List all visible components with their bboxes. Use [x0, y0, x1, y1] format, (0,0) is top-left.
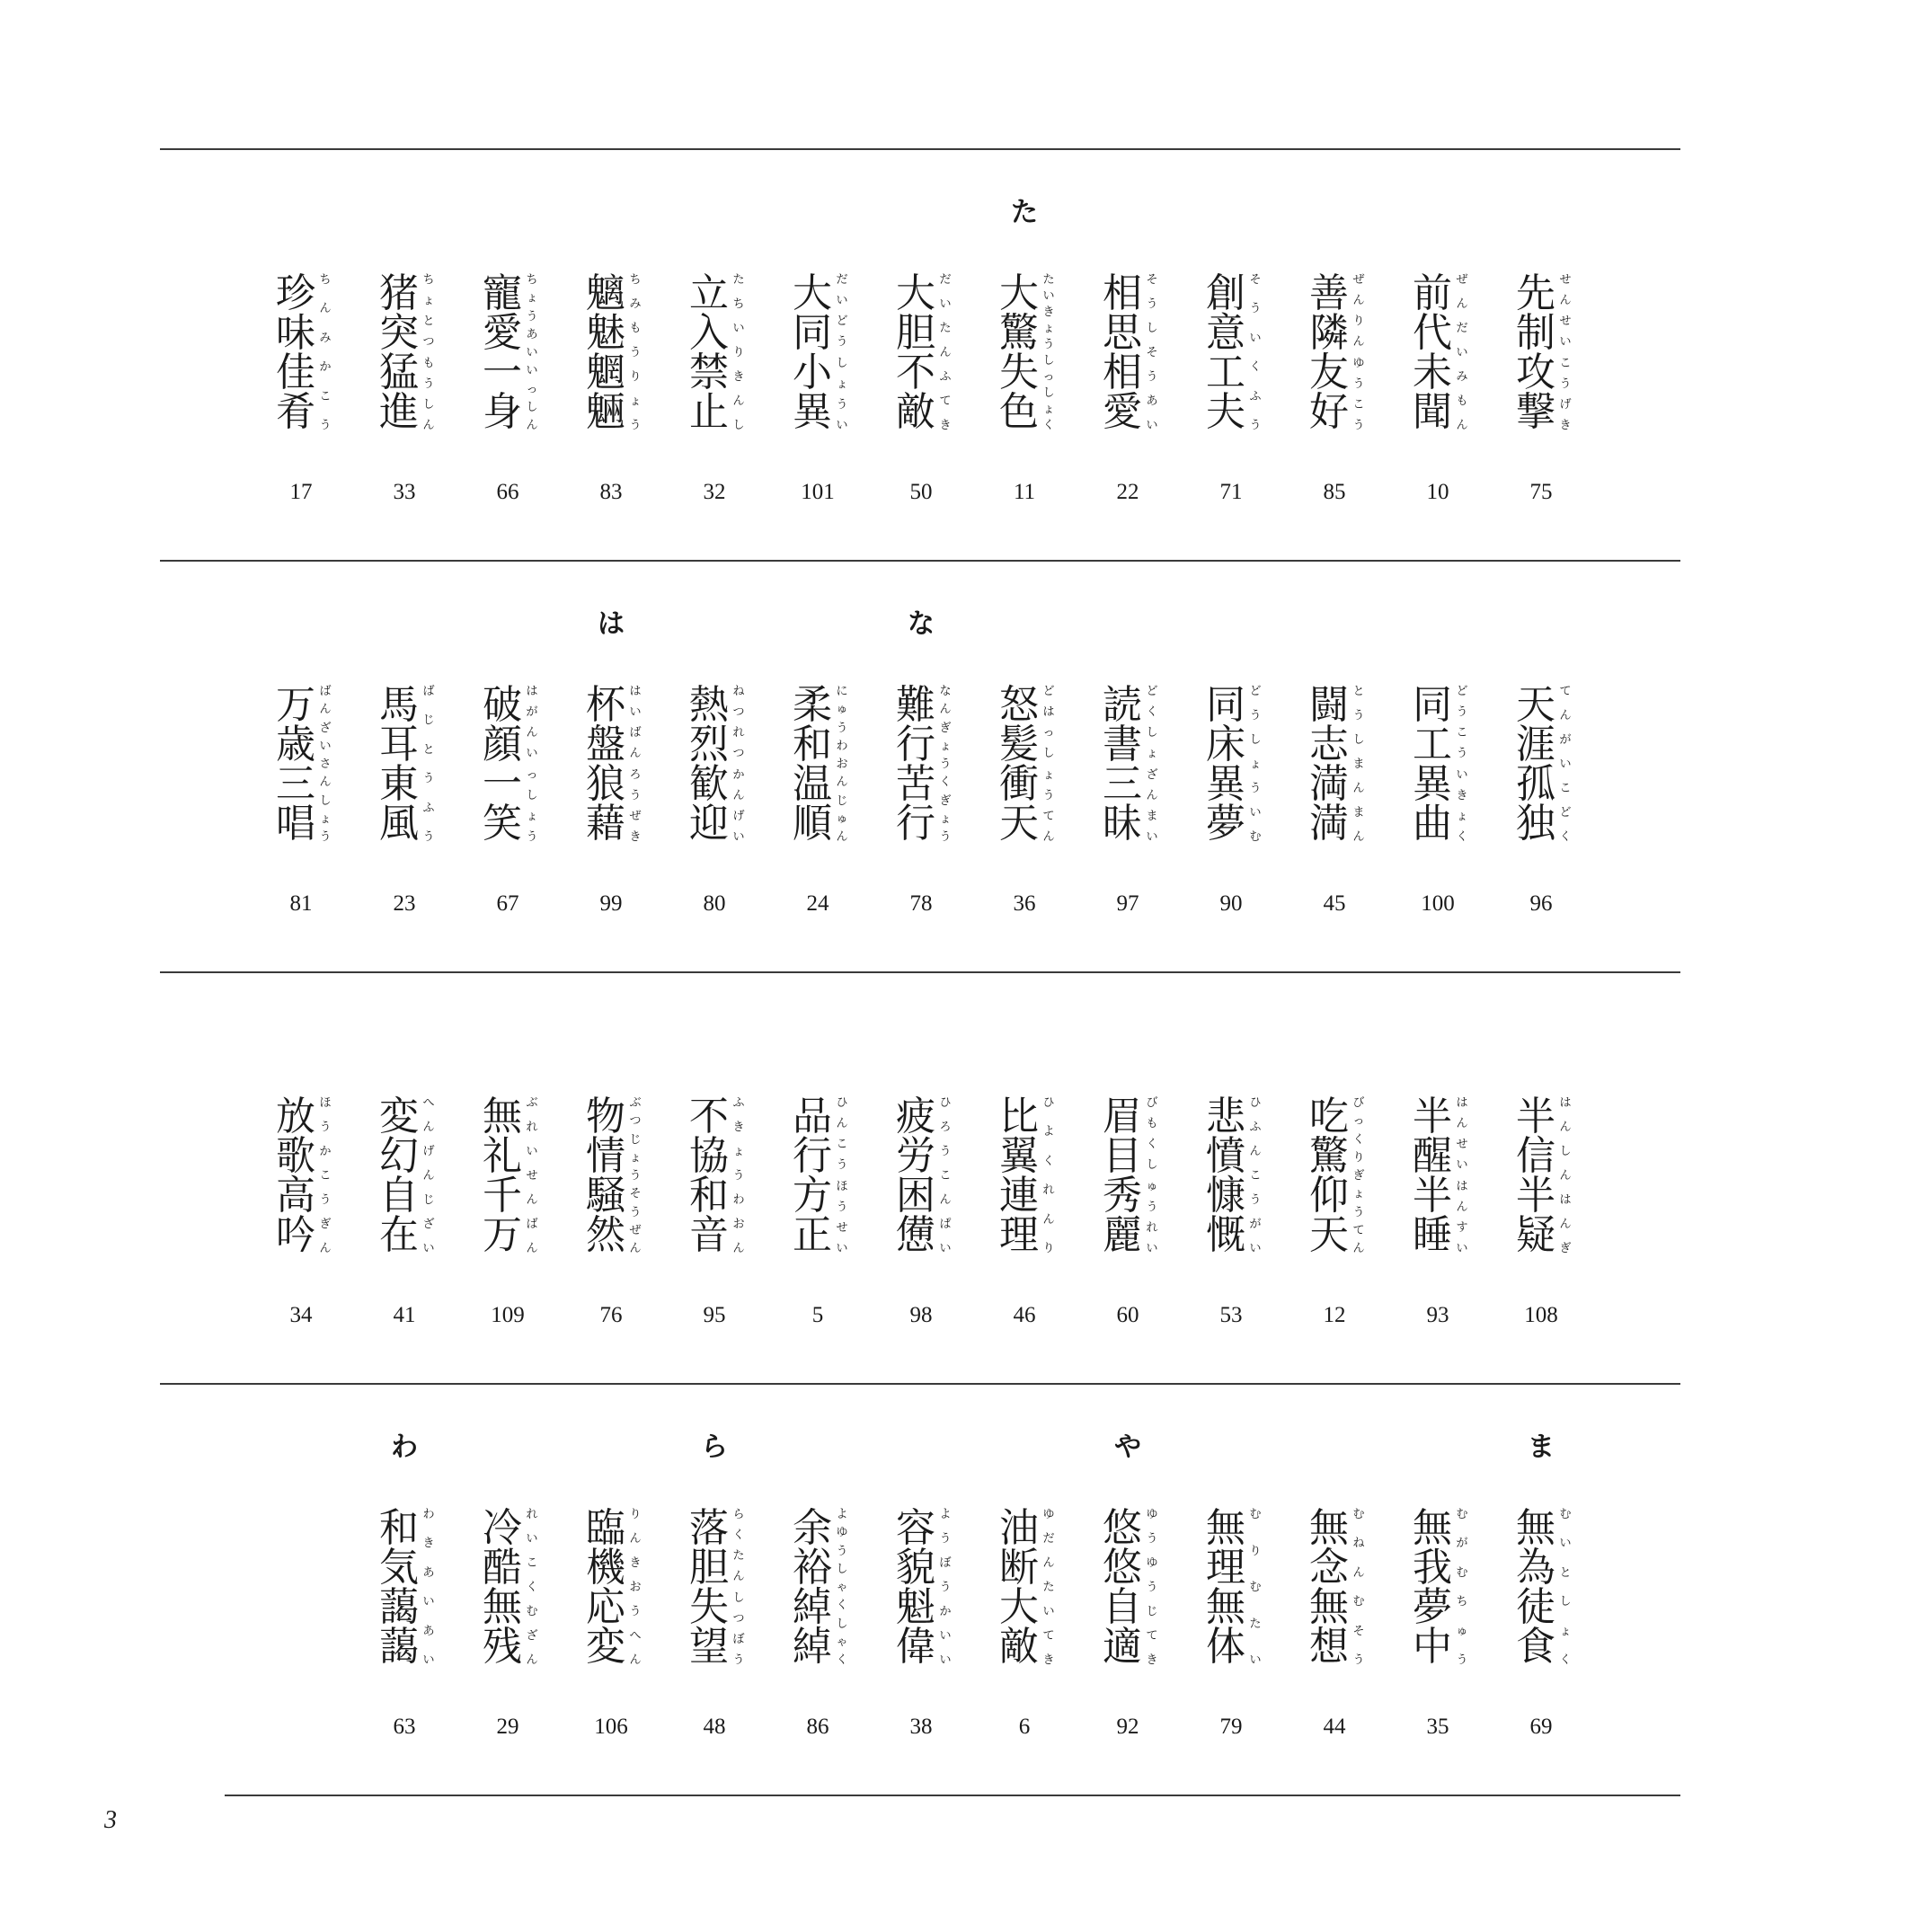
idiom-word: 熱烈歓迎	[689, 682, 729, 846]
furigana-reading: ね つ れ つ か ん げ い	[732, 685, 745, 844]
idiom-entry	[876, 682, 966, 919]
idiom-word: 大胆不敵	[896, 270, 935, 435]
page-reference-number: 96	[1529, 891, 1553, 916]
furigana-reading: ひ ん こ う ほ う せ い	[836, 1096, 848, 1255]
divider-line	[160, 1383, 1680, 1385]
idiom-entry	[463, 270, 553, 508]
page-reference-number: 22	[1116, 480, 1139, 504]
idiom-word: 油断大敵	[999, 1505, 1039, 1670]
idiom-word: 怒髪衝天	[999, 682, 1039, 846]
idiom-entry	[669, 270, 759, 508]
idiom-word: 容貌魁偉	[896, 1505, 935, 1670]
page-reference-number: 50	[909, 480, 933, 504]
section-kana-heading: や	[1114, 1431, 1141, 1463]
furigana-reading: せ ん せ い こ う げ き	[1559, 273, 1572, 432]
page-reference-number: 44	[1323, 1715, 1346, 1739]
idiom-word: 落胆失望	[689, 1505, 729, 1670]
page-reference-number: 66	[496, 480, 519, 504]
furigana-reading: と う し ま ん ま ん	[1352, 685, 1365, 844]
idiom-entry	[876, 1505, 966, 1742]
idiom-word: 品行方正	[793, 1094, 832, 1258]
divider-line	[160, 560, 1680, 562]
page-reference-number: 95	[703, 1303, 726, 1327]
idiom-entry	[1393, 1094, 1483, 1331]
furigana-reading: た ち い り き ん し	[732, 273, 745, 432]
page-number: 3	[104, 1806, 117, 1834]
idiom-word: 悠悠自適	[1103, 1505, 1142, 1670]
furigana-reading: な ん ぎ ょ う く ぎ ょ う	[939, 685, 952, 844]
section-kana-heading: ら	[701, 1431, 728, 1463]
idiom-word: 和気藹藹	[379, 1505, 419, 1670]
idiom-entry	[1083, 682, 1173, 919]
page-reference-number: 78	[909, 891, 933, 916]
furigana-reading: ど う し ょ う い む	[1249, 685, 1262, 844]
idiom-word: 放歌高吟	[276, 1094, 315, 1258]
idiom-word: 創意工夫	[1206, 270, 1245, 435]
page-reference-number: 93	[1426, 1303, 1449, 1327]
idiom-entry	[979, 270, 1069, 508]
furigana-reading: ぜ ん だ い み も ん	[1456, 273, 1468, 432]
idiom-entry	[773, 682, 863, 919]
page-reference-number: 81	[289, 891, 313, 916]
idiom-entry	[669, 1505, 759, 1742]
idiom-entry	[1289, 682, 1379, 919]
idiom-word: 物情騒然	[586, 1094, 625, 1258]
furigana-reading: て ん が い こ ど く	[1559, 685, 1572, 844]
furigana-reading: だ い た ん ふ て き	[939, 273, 952, 432]
idiom-entry	[876, 270, 966, 508]
furigana-reading: ど く し ょ ざ ん ま い	[1146, 685, 1158, 844]
divider-line	[160, 148, 1680, 150]
idiom-word: 大驚失色	[999, 270, 1039, 435]
idiom-entry	[1393, 682, 1483, 919]
idiom-word: 寵愛一身	[483, 270, 522, 435]
idiom-entry	[1289, 1505, 1379, 1742]
page-reference-number: 11	[1013, 480, 1036, 504]
furigana-reading: ぶ れ い せ ん ば ん	[526, 1096, 538, 1255]
idiom-entry	[566, 1505, 656, 1742]
page-reference-number: 85	[1323, 480, 1346, 504]
page-reference-number: 5	[811, 1303, 824, 1327]
furigana-reading: わ き あ い あ い	[422, 1508, 435, 1667]
idiom-word: 柔和温順	[793, 682, 832, 846]
page-reference-number: 34	[289, 1303, 313, 1327]
furigana-reading: は い ば ん ろ う ぜ き	[629, 685, 642, 844]
furigana-reading: ち ょ と つ も う し ん	[422, 273, 435, 432]
idiom-entry	[669, 682, 759, 919]
furigana-reading: ひ よ く れ ん り	[1042, 1096, 1055, 1255]
page-reference-number: 76	[599, 1303, 623, 1327]
page-reference-number: 109	[491, 1303, 525, 1327]
idiom-word: 難行苦行	[896, 682, 935, 846]
idiom-entry	[1186, 270, 1276, 508]
idiom-entry	[669, 1094, 759, 1331]
furigana-reading: り ん き お う へ ん	[629, 1508, 642, 1667]
idiom-word: 同工異曲	[1413, 682, 1452, 846]
idiom-word: 臨機応変	[586, 1505, 625, 1670]
furigana-reading: む い と し ょ く	[1559, 1508, 1572, 1667]
idiom-entry	[773, 270, 863, 508]
idiom-word: 半信半疑	[1516, 1094, 1555, 1258]
idiom-word: 破顔一笑	[483, 682, 522, 846]
idiom-entry	[1083, 1094, 1173, 1331]
idiom-entry	[876, 1094, 966, 1331]
page-reference-number: 33	[393, 480, 416, 504]
furigana-reading: ひ ふ ん こ う が い	[1249, 1096, 1262, 1255]
page-reference-number: 100	[1421, 891, 1455, 916]
furigana-reading: ど う こ う い き ょ く	[1456, 685, 1468, 844]
page-reference-number: 106	[594, 1715, 628, 1739]
idiom-word: 杯盤狼藉	[586, 682, 625, 846]
page-reference-number: 71	[1219, 480, 1243, 504]
idiom-word: 半醒半睡	[1413, 1094, 1452, 1258]
idiom-entry	[359, 682, 449, 919]
furigana-reading: ば じ と う ふ う	[422, 685, 435, 844]
page-reference-number: 35	[1426, 1715, 1449, 1739]
idiom-word: 珍味佳肴	[276, 270, 315, 435]
idiom-word: 無為徒食	[1516, 1505, 1555, 1670]
idiom-entry	[1186, 682, 1276, 919]
idiom-word: 余裕綽綽	[793, 1505, 832, 1670]
furigana-reading: ふ き ょ う わ お ん	[732, 1096, 745, 1255]
page-reference-number: 101	[801, 480, 835, 504]
page-reference-number: 46	[1013, 1303, 1036, 1327]
idiom-entry	[979, 1094, 1069, 1331]
idiom-entry	[359, 1505, 449, 1742]
idiom-entry	[463, 1094, 553, 1331]
furigana-reading: へ ん げ ん じ ざ い	[422, 1096, 435, 1255]
idiom-entry	[1496, 270, 1586, 508]
furigana-reading: ゆ う ゆ う じ て き	[1146, 1508, 1158, 1667]
page-reference-number: 60	[1116, 1303, 1139, 1327]
furigana-reading: び っ く り ぎ ょ う て ん	[1352, 1096, 1365, 1255]
furigana-reading: は が ん い っ し ょ う	[526, 685, 538, 844]
idiom-entry	[359, 1094, 449, 1331]
page-reference-number: 32	[703, 480, 726, 504]
idiom-word: 不協和音	[689, 1094, 729, 1258]
page-reference-number: 75	[1529, 480, 1553, 504]
page-reference-number: 24	[806, 891, 829, 916]
idiom-word: 無礼千万	[483, 1094, 522, 1258]
furigana-reading: む り む た い	[1249, 1508, 1262, 1667]
idiom-entry	[463, 1505, 553, 1742]
idiom-entry	[1083, 1505, 1173, 1742]
idiom-word: 無理無体	[1206, 1505, 1245, 1670]
idiom-word: 吃驚仰天	[1309, 1094, 1349, 1258]
idiom-entry	[1393, 1505, 1483, 1742]
page-reference-number: 67	[496, 891, 519, 916]
idiom-entry	[1496, 1505, 1586, 1742]
furigana-reading: ほ う か こ う ぎ ん	[319, 1096, 332, 1255]
page-reference-number: 80	[703, 891, 726, 916]
idiom-word: 冷酷無残	[483, 1505, 522, 1670]
idiom-entry	[566, 1094, 656, 1331]
furigana-reading: ど は っ し ょ う て ん	[1042, 685, 1055, 844]
furigana-reading: む が む ち ゅ う	[1456, 1508, 1468, 1667]
idiom-entry	[773, 1094, 863, 1331]
furigana-reading: ゆ だ ん た い て き	[1042, 1508, 1055, 1667]
furigana-reading: ぶ つ じ ょ う そ う ぜ ん	[629, 1096, 642, 1255]
idiom-entry	[566, 682, 656, 919]
page-reference-number: 36	[1013, 891, 1036, 916]
section-kana-heading: な	[908, 608, 935, 640]
furigana-reading: だ い ど う し ょ う い	[836, 273, 848, 432]
idiom-word: 眉目秀麗	[1103, 1094, 1142, 1258]
idiom-entry	[1083, 270, 1173, 508]
furigana-reading: ち ん み か こ う	[319, 273, 332, 432]
idiom-word: 比翼連理	[999, 1094, 1039, 1258]
furigana-reading: ち ょ う あ い い っ し ん	[526, 273, 538, 432]
page-reference-number: 48	[703, 1715, 726, 1739]
idiom-word: 同床異夢	[1206, 682, 1245, 846]
furigana-reading: に ゅ う わ お ん じ ゅ ん	[836, 685, 848, 844]
idiom-word: 疲労困憊	[896, 1094, 935, 1258]
page-reference-number: 79	[1219, 1715, 1243, 1739]
furigana-reading: ら く た ん し つ ぼ う	[732, 1508, 745, 1667]
idiom-entry	[256, 1094, 346, 1331]
section-kana-heading: ま	[1528, 1431, 1555, 1463]
furigana-reading: は ん せ い は ん す い	[1456, 1096, 1468, 1255]
furigana-reading: ち み も う り ょ う	[629, 273, 642, 432]
page-reference-number: 97	[1116, 891, 1139, 916]
furigana-reading: む ね ん む そ う	[1352, 1508, 1365, 1667]
page-reference-number: 69	[1529, 1715, 1553, 1739]
furigana-reading: は ん し ん は ん ぎ	[1559, 1096, 1572, 1255]
page-reference-number: 41	[393, 1303, 416, 1327]
furigana-reading: ぜ ん り ん ゆ う こ う	[1352, 273, 1365, 432]
idiom-entry	[1289, 270, 1379, 508]
idiom-entry	[1186, 1505, 1276, 1742]
idiom-entry	[256, 270, 346, 508]
idiom-word: 馬耳東風	[379, 682, 419, 846]
furigana-reading: そ う し そ う あ い	[1146, 273, 1158, 432]
idiom-word: 立入禁止	[689, 270, 729, 435]
divider-line	[160, 971, 1680, 973]
page-reference-number: 10	[1426, 480, 1449, 504]
idiom-word: 万歳三唱	[276, 682, 315, 846]
section-kana-heading: た	[1011, 197, 1038, 228]
page-reference-number: 90	[1219, 891, 1243, 916]
idiom-entry	[773, 1505, 863, 1742]
furigana-reading: れ い こ く む ざ ん	[526, 1508, 538, 1667]
page-reference-number: 108	[1524, 1303, 1558, 1327]
furigana-reading: た い き ょ う し っ し ょ く	[1042, 273, 1055, 432]
idiom-word: 相思相愛	[1103, 270, 1142, 435]
idiom-word: 大同小異	[793, 270, 832, 435]
idiom-word: 善隣友好	[1309, 270, 1349, 435]
section-kana-heading: は	[598, 608, 625, 640]
idiom-entry	[1496, 1094, 1586, 1331]
section-kana-heading: わ	[391, 1431, 418, 1463]
furigana-reading: そ う い く ふ う	[1249, 273, 1262, 432]
furigana-reading: ば ん ざ い さ ん し ょ う	[319, 685, 332, 844]
idiom-word: 無念無想	[1309, 1505, 1349, 1670]
page-reference-number: 38	[909, 1715, 933, 1739]
idiom-entry	[1289, 1094, 1379, 1331]
page-reference-number: 45	[1323, 891, 1346, 916]
idiom-word: 闘志満満	[1309, 682, 1349, 846]
idiom-word: 猪突猛進	[379, 270, 419, 435]
furigana-reading: よ う ぼ う か い い	[939, 1508, 952, 1667]
idiom-word: 無我夢中	[1413, 1505, 1452, 1670]
idiom-word: 悲憤慷慨	[1206, 1094, 1245, 1258]
page-reference-number: 23	[393, 891, 416, 916]
idiom-word: 変幻自在	[379, 1094, 419, 1258]
furigana-reading: よ ゆ う し ゃ く し ゃ く	[836, 1508, 848, 1667]
idiom-entry	[1393, 270, 1483, 508]
page-reference-number: 12	[1323, 1303, 1346, 1327]
idiom-word: 魑魅魍魎	[586, 270, 625, 435]
page-reference-number: 53	[1219, 1303, 1243, 1327]
idiom-entry	[1186, 1094, 1276, 1331]
idiom-entry	[1496, 682, 1586, 919]
page-reference-number: 86	[806, 1715, 829, 1739]
page-reference-number: 17	[289, 480, 313, 504]
idiom-entry	[463, 682, 553, 919]
furigana-reading: び も く し ゅ う れ い	[1146, 1096, 1158, 1255]
furigana-reading: ひ ろ う こ ん ぱ い	[939, 1096, 952, 1255]
page-reference-number: 63	[393, 1715, 416, 1739]
page-reference-number: 98	[909, 1303, 933, 1327]
idiom-entry	[359, 270, 449, 508]
idiom-entry	[566, 270, 656, 508]
idiom-entry	[979, 682, 1069, 919]
page-reference-number: 99	[599, 891, 623, 916]
idiom-word: 先制攻撃	[1516, 270, 1555, 435]
page-reference-number: 83	[599, 480, 623, 504]
page-reference-number: 92	[1116, 1715, 1139, 1739]
idiom-word: 天涯孤独	[1516, 682, 1555, 846]
idiom-entry	[979, 1505, 1069, 1742]
divider-line	[225, 1795, 1680, 1796]
page-reference-number: 29	[496, 1715, 519, 1739]
idiom-word: 前代未聞	[1413, 270, 1452, 435]
idiom-word: 読書三昧	[1103, 682, 1142, 846]
page-reference-number: 6	[1018, 1715, 1031, 1739]
idiom-entry	[256, 682, 346, 919]
